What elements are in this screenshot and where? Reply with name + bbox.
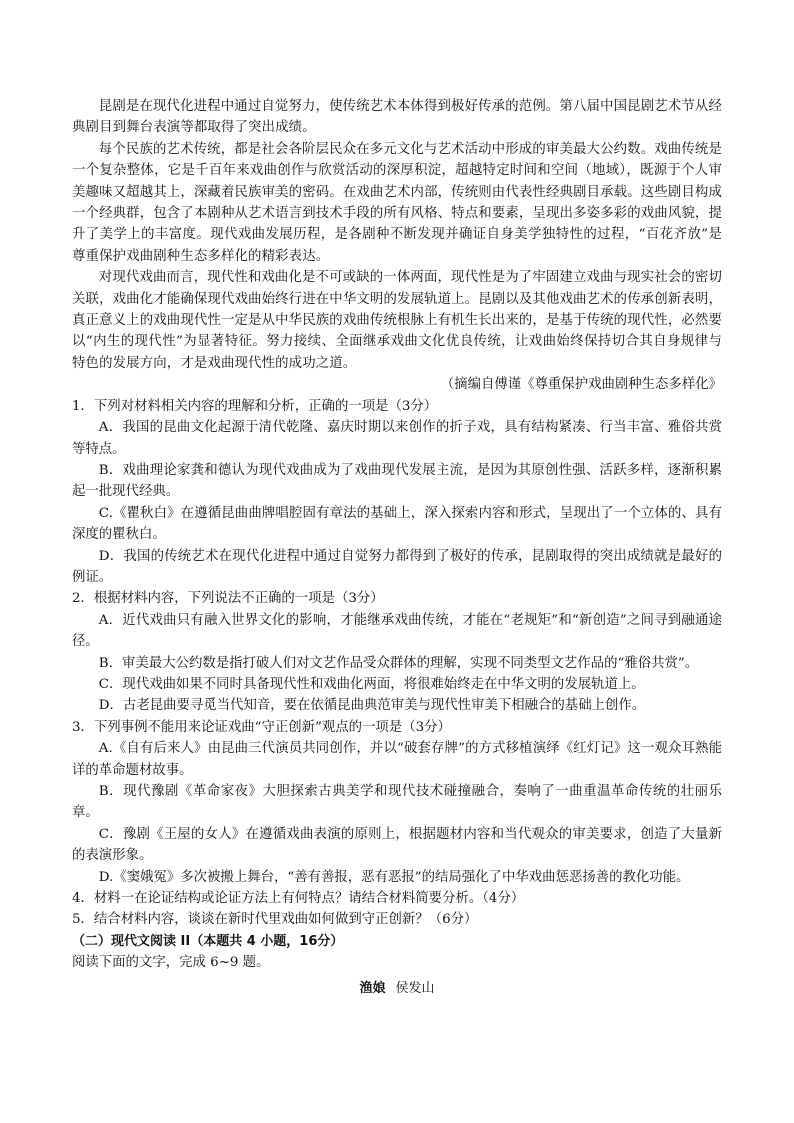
- material-source: （摘编自傅谨《尊重保护戏曲剧种生态多样化》: [440, 377, 722, 393]
- question-stem: 1．下列对材料相关内容的理解和分析，正确的一项是（3分）: [72, 398, 438, 414]
- question-2: [72, 588, 722, 716]
- material-paragraph: 昆剧是在现代化进程中通过自觉努力，使传统艺术本体得到极好传承的范例。第八届中国昆剧艺术节从经典剧目到舞台表演等都取得了突出成绩。: [72, 99, 722, 136]
- question-stem: 2．根据材料内容，下列说法不正确的一项是（3分）: [72, 591, 384, 607]
- exam-page: [72, 96, 722, 999]
- option-a: A．我国的昆曲文化起源于清代乾隆、嘉庆时期以来创作的折子戏，具有结构紧凑、行当丰富、雅俗共赏等特点。: [72, 420, 722, 457]
- option-c: C．豫剧《王屋的女人》在遵循戏曲表演的原则上，根据题材内容和当代观众的审美要求，创造了大量新的表演形象。: [72, 826, 722, 864]
- option-a: A．近代戏曲只有融入世界文化的影响，才能继承戏曲传统，才能在“老规矩”和“新创造”之间寻到融通途径。: [72, 612, 722, 650]
- option-c: C．现代戏曲如果不同时具备现代性和戏曲化两面，将很难始终走在中华文明的发展轨道上。: [98, 676, 645, 692]
- question-5: 5．结合材料内容，谈谈在新时代里戏曲如何做到守正创新？（6分）: [72, 912, 478, 928]
- reading-instruction: 阅读下面的文字，完成 6~9 题。: [72, 955, 270, 971]
- story-title-line: [72, 978, 722, 999]
- option-b: B．戏曲理论家龚和德认为现代戏曲成为了戏曲现代发展主流，是因为其原创性强、活跃多样，逐渐积累起一批现代经典。: [72, 462, 722, 500]
- option-d: D．我国的传统艺术在现代化进程中通过自觉努力都得到了极好的传承，昆剧取得的突出成绩就是最好的例证。: [72, 548, 722, 585]
- option-d: D.《窦娥冤》多次被搬上舞台，“善有善报，恶有恶报”的结局强化了中华戏曲惩恶扬善的教化功能。: [98, 869, 690, 885]
- question-1: [72, 396, 722, 589]
- material-paragraph: 对现代戏曲而言，现代性和戏曲化是不可或缺的一体两面，现代性是为了牢固建立戏曲与现实社会的密切关联，戏曲化才能确保现代戏曲始终行进在中华文明的发展轨道上。昆剧以及其他戏曲艺术的传承创新表明，真正意义上的戏曲现代性一定是从中华民族的戏曲传统根脉上有机生长出来的，是基于传统的现代性，必然要以“内生的现代性”为显著特征。努力接续、全面继承戏曲文化优良传统，让戏曲始终保持切合其自身规律与特色的发展方向，才是戏曲现代性的成功之道。: [72, 270, 722, 371]
- material-paragraph: 每个民族的艺术传统，都是社会各阶层民众在多元文化与艺术活动中形成的审美最大公约数。戏曲传统是一个复杂整体，它是千百年来戏曲创作与欣赏活动的深厚积淀，超越特定时间和空间（地域），既源于个人审美趣味又超越其上，深藏着民族审美的密码。在戏曲艺术内部，传统则由代表性经典剧目承载。这些剧目构成一个经典群，包含了本剧种从艺术语言到技术手段的所有风格、特点和要素，呈现出多姿多彩的戏曲风貌，提升了美学上的丰富度。现代戏曲发展历程，是各剧种不断发现并确证自身美学独特性的过程，“百花齐放”是尊重保护戏曲剧种生态多样化的精彩表达。: [72, 141, 722, 264]
- option-d: D．古老昆曲要寻觅当代知音，要在依循昆曲典范审美与现代性审美下相融合的基础上创作。: [98, 698, 646, 714]
- story-title: 渔娘: [359, 980, 386, 996]
- question-stem: 3．下列事例不能用来论证戏曲“守正创新”观点的一项是（3分）: [72, 719, 451, 735]
- question-4: 4．材料一在论证结构或论证方法上有何特点？请结合材料简要分析。（4分）: [72, 891, 525, 907]
- option-a: A.《自有后来人》由昆曲三代演员共同创作，并以“破套存牌”的方式移植演绎《红灯记》这一观众耳熟能详的革命题材故事。: [72, 741, 722, 778]
- section-heading: （二）现代文阅读 II（本题共 4 小题，16分）: [72, 933, 344, 949]
- option-b: B．现代豫剧《革命家夜》大胆探索古典美学和现代技术碰撞融合，奏响了一曲重温革命传统的壮丽乐章。: [72, 784, 722, 821]
- story-author: 侯发山: [395, 980, 435, 996]
- option-c: C.《瞿秋白》在遵循昆曲曲牌唱腔固有章法的基础上，深入探索内容和形式，呈现出了一个立体的、具有深度的瞿秋白。: [72, 505, 722, 543]
- question-3: [72, 717, 722, 888]
- option-b: B．审美最大公约数是指打破人们对文艺作品受众群体的理解，实现不同类型文艺作品的“雅俗共赏”。: [98, 655, 699, 671]
